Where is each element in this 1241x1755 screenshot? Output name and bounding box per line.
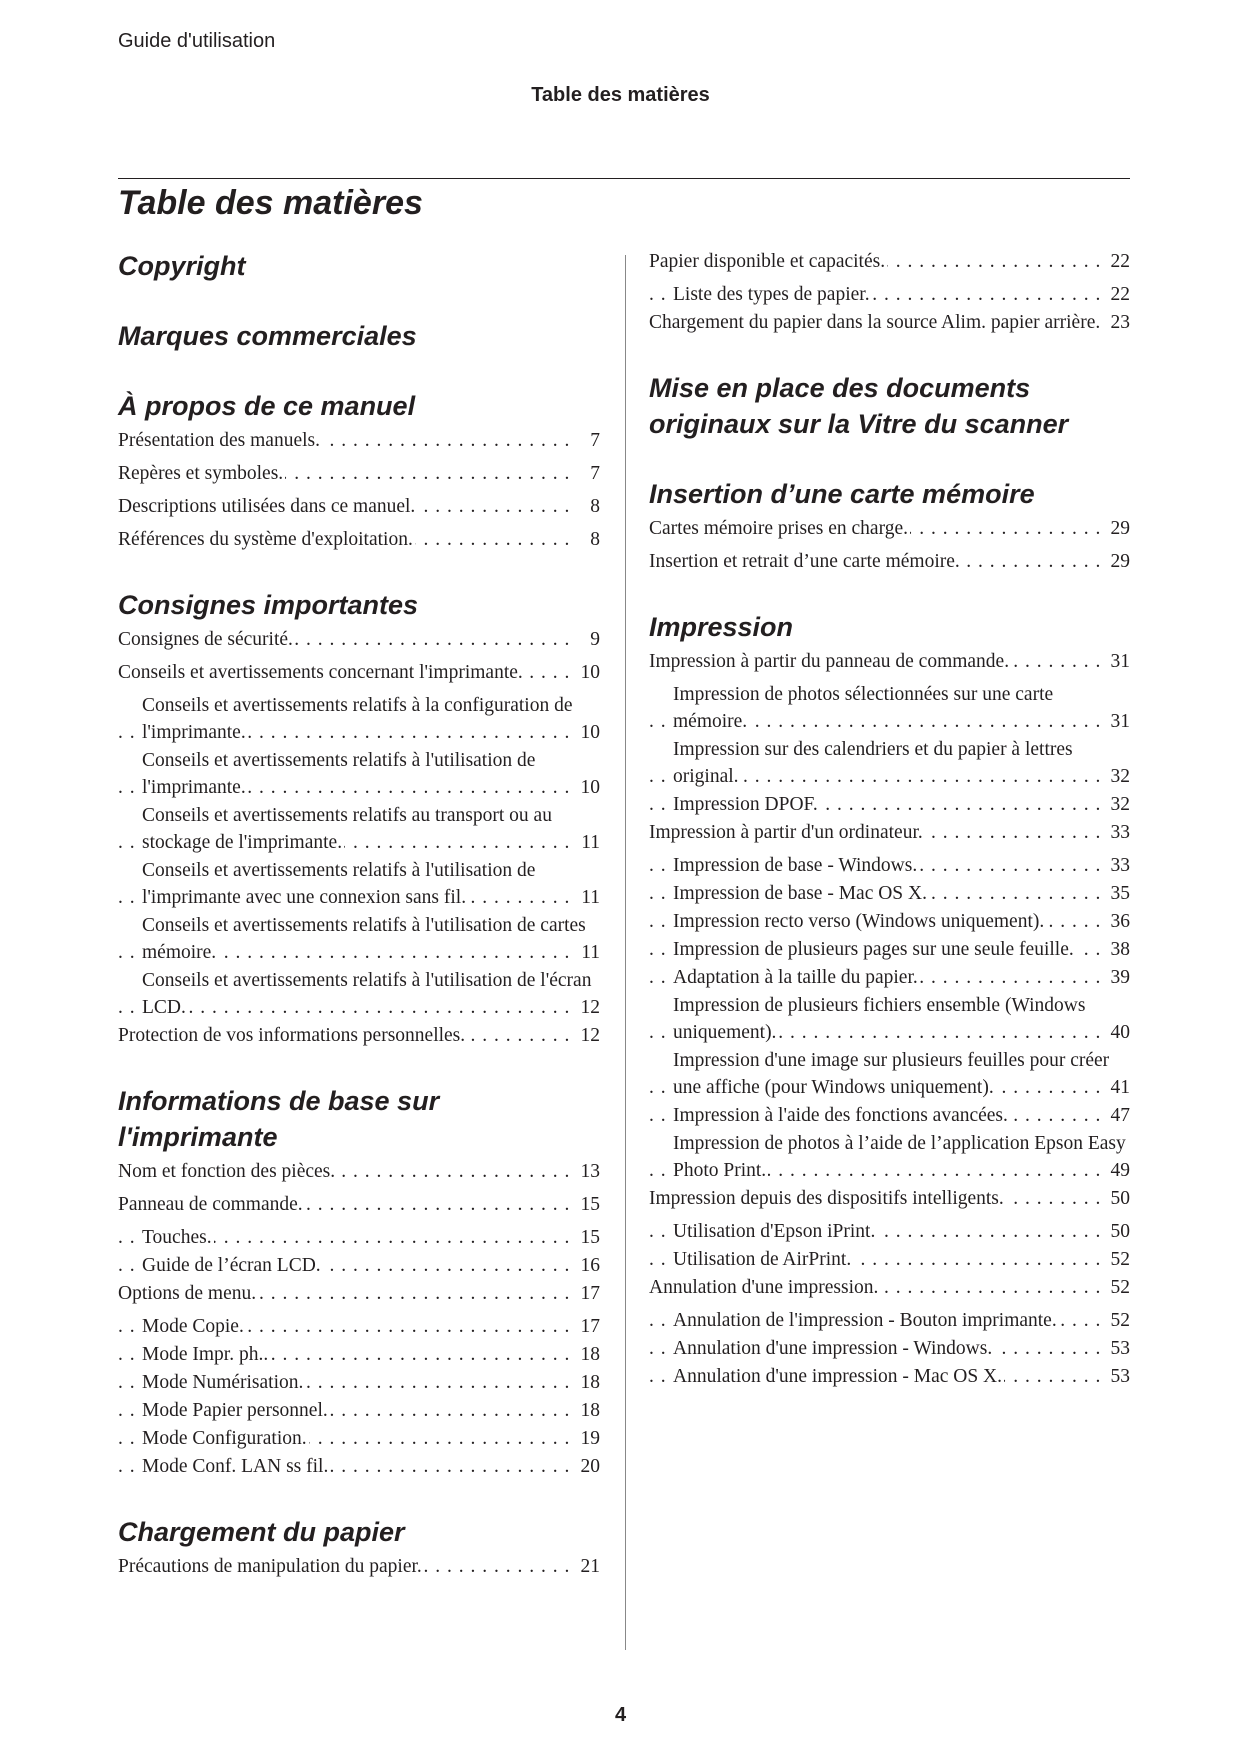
toc-entry-page: 23 (1102, 309, 1130, 336)
toc-section (118, 587, 600, 1049)
toc-entry-label: Conseils et avertissements relatifs à l'utilisation de l'imprimante. (142, 750, 536, 798)
toc-entry-page: 12 (572, 994, 600, 1021)
toc-entry-page: 22 (1102, 281, 1130, 308)
toc-entry-page: 17 (572, 1313, 600, 1340)
toc-entry-page: 7 (572, 460, 600, 487)
toc-entry-page: 15 (572, 1224, 600, 1251)
toc-entry[interactable] (118, 1453, 600, 1480)
toc-section-title[interactable]: À propos de ce manuel (118, 391, 416, 421)
toc-entry[interactable] (649, 736, 1130, 790)
toc-entry[interactable] (649, 681, 1130, 735)
toc-section-title[interactable]: Consignes importantes (118, 590, 419, 620)
toc-entry-label: Papier disponible et capacités. (649, 251, 886, 272)
toc-entry-label: Impression à partir d'un ordinateur. (649, 822, 923, 843)
toc-entry-label: Nom et fonction des pièces. (118, 1161, 336, 1182)
toc-entry[interactable] (649, 309, 1130, 336)
toc-left-column (118, 248, 600, 1614)
toc-entry[interactable] (118, 1158, 600, 1185)
toc-entry[interactable] (118, 1397, 600, 1424)
toc-section (649, 476, 1130, 575)
toc-entry[interactable] (649, 819, 1130, 846)
toc-entry-label: Descriptions utilisées dans ce manuel. (118, 496, 416, 517)
toc-entry[interactable] (118, 493, 600, 520)
toc-entry-label: Impression à partir du panneau de commande. (649, 651, 1010, 672)
toc-entry-page: 29 (1102, 548, 1130, 575)
toc-entry-label: Chargement du papier dans la source Alim. papier arrière. (649, 312, 1101, 333)
toc-entry-page: 11 (572, 884, 600, 911)
toc-entry[interactable] (649, 1185, 1130, 1212)
toc-entry-page: 7 (572, 427, 600, 454)
column-divider (625, 255, 626, 1650)
toc-entry[interactable] (649, 1363, 1130, 1390)
toc-entry-page: 21 (572, 1553, 600, 1580)
toc-entry[interactable] (649, 852, 1130, 879)
toc-entry-page: 53 (1102, 1363, 1130, 1390)
toc-entry-page: 13 (572, 1158, 600, 1185)
toc-entry-page: 10 (572, 659, 600, 686)
toc-section (118, 318, 600, 354)
toc-entry[interactable] (118, 1022, 600, 1049)
toc-section-title[interactable]: Marques commerciales (118, 321, 417, 351)
toc-entry-label: Impression d'une image sur plusieurs feuilles pour créer une affiche (pour Windows uniquement). (673, 1050, 1110, 1098)
toc-section-title[interactable]: Chargement du papier (118, 1517, 405, 1547)
toc-entry-label: Liste des types de papier. (673, 284, 870, 305)
toc-entry[interactable] (649, 908, 1130, 935)
toc-entry[interactable] (118, 460, 600, 487)
toc-entry[interactable] (649, 1246, 1130, 1273)
toc-entry-label: Annulation d'une impression. (649, 1277, 879, 1298)
toc-section (649, 248, 1130, 336)
toc-entry-page: 22 (1102, 248, 1130, 275)
toc-entry-page: 19 (572, 1425, 600, 1452)
toc-entry-label: Mode Papier personnel. (142, 1400, 328, 1421)
toc-entry[interactable] (118, 626, 600, 653)
running-header-section-name: Table des matières (531, 84, 710, 106)
toc-entry-page: 18 (572, 1369, 600, 1396)
toc-entry-page: 50 (1102, 1218, 1130, 1245)
toc-entry[interactable] (118, 659, 600, 686)
toc-entry-page: 31 (1102, 708, 1130, 735)
toc-entry-label: Impression de plusieurs fichiers ensemble (Windows uniquement). (673, 995, 1086, 1043)
title-rule (118, 178, 1130, 179)
toc-right-column (649, 248, 1130, 1424)
toc-entry-label: Guide de l’écran LCD. (142, 1255, 321, 1276)
toc-entry-label: Utilisation de AirPrint. (673, 1249, 852, 1270)
toc-entry-label: Cartes mémoire prises en charge. (649, 518, 909, 539)
toc-entry[interactable] (118, 692, 600, 746)
toc-entry-page: 32 (1102, 791, 1130, 818)
toc-entry[interactable] (118, 1425, 600, 1452)
toc-entry-page: 8 (572, 526, 600, 553)
toc-section (118, 248, 600, 284)
toc-entry[interactable] (649, 648, 1130, 675)
toc-entry[interactable] (649, 992, 1130, 1046)
toc-entry-label: Impression recto verso (Windows uniquement). (673, 911, 1045, 932)
toc-entry-label: Options de menu. (118, 1283, 257, 1304)
toc-entry-page: 18 (572, 1397, 600, 1424)
toc-entry-label: Conseils et avertissements relatifs à l'utilisation de cartes mémoire. (142, 915, 586, 963)
toc-entry[interactable] (118, 1252, 600, 1279)
toc-section-title[interactable]: Copyright (118, 251, 246, 281)
toc-entry[interactable] (649, 1130, 1130, 1184)
toc-section-title[interactable]: Impression (649, 612, 794, 642)
toc-entry[interactable] (649, 1307, 1130, 1334)
toc-section-title[interactable]: Insertion d’une carte mémoire (649, 479, 1035, 509)
toc-entry-page: 10 (572, 774, 600, 801)
toc-entry-label: Annulation d'une impression - Mac OS X. (673, 1366, 1003, 1387)
toc-entry-label: Impression depuis des dispositifs intelligents. (649, 1188, 1004, 1209)
toc-entry-label: Utilisation d'Epson iPrint. (673, 1221, 876, 1242)
toc-entry-page: 41 (1102, 1074, 1130, 1101)
toc-entry[interactable] (118, 1280, 600, 1307)
toc-entry-page: 49 (1102, 1157, 1130, 1184)
toc-entry-label: Impression de plusieurs pages sur une seule feuille. (673, 939, 1074, 960)
toc-entry-page: 53 (1102, 1335, 1130, 1362)
toc-entry[interactable] (118, 747, 600, 801)
toc-entry-page: 33 (1102, 819, 1130, 846)
toc-entry-page: 11 (572, 829, 600, 856)
page-number: 4 (614, 1704, 627, 1726)
toc-section (649, 609, 1130, 1390)
toc-entry[interactable] (118, 1313, 600, 1340)
toc-entry-page: 20 (572, 1453, 600, 1480)
toc-entry[interactable] (118, 1341, 600, 1368)
toc-entry-page: 39 (1102, 964, 1130, 991)
toc-entry[interactable] (118, 1553, 600, 1580)
toc-entry[interactable] (118, 526, 600, 553)
toc-section (118, 388, 600, 553)
toc-entry-label: Conseils et avertissements relatifs à l'utilisation de l'écran LCD. (142, 970, 592, 1018)
toc-entry[interactable] (649, 1218, 1130, 1245)
toc-entry[interactable] (649, 515, 1130, 542)
toc-entry-label: Impression de base - Windows. (673, 855, 918, 876)
toc-entry-label: Conseils et avertissements concernant l'imprimante. (118, 662, 523, 683)
toc-entry-page: 16 (572, 1252, 600, 1279)
toc-entry[interactable] (649, 880, 1130, 907)
toc-entry-page: 50 (1102, 1185, 1130, 1212)
toc-entry[interactable] (118, 427, 600, 454)
toc-entry[interactable] (118, 1224, 600, 1251)
toc-entry-page: 12 (572, 1022, 600, 1049)
toc-entry-page: 29 (1102, 515, 1130, 542)
toc-section (649, 370, 1130, 442)
toc-entry-label: Mode Copie. (142, 1316, 244, 1337)
toc-entry-page: 36 (1102, 908, 1130, 935)
toc-entry-label: Présentation des manuels. (118, 430, 320, 451)
toc-entry-page: 18 (572, 1341, 600, 1368)
toc-entry[interactable] (118, 1369, 600, 1396)
toc-entry-page: 52 (1102, 1274, 1130, 1301)
toc-entry-label: Adaptation à la taille du papier. (673, 967, 918, 988)
toc-section-title[interactable]: Informations de base sur l'imprimante (118, 1086, 440, 1152)
toc-entry-label: Mode Conf. LAN ss fil. (142, 1456, 329, 1477)
toc-entry-page: 8 (572, 493, 600, 520)
toc-entry[interactable] (118, 1191, 600, 1218)
toc-entry[interactable] (649, 1335, 1130, 1362)
toc-entry-label: Conseils et avertissements relatifs à la configuration de l'imprimante. (142, 695, 573, 743)
toc-entry[interactable] (649, 1047, 1130, 1101)
running-header-document-name: Guide d'utilisation (118, 30, 276, 52)
toc-entry-label: Panneau de commande. (118, 1194, 303, 1215)
toc-entry-label: Annulation de l'impression - Bouton imprimante. (673, 1310, 1057, 1331)
toc-entry-label: Conseils et avertissements relatifs au transport ou au stockage de l'imprimante. (142, 805, 552, 853)
toc-entry-label: Impression de photos à l’aide de l’application Epson Easy Photo Print. (673, 1133, 1126, 1181)
toc-section-title[interactable]: Mise en place des documents originaux sur la Vitre du scanner (649, 373, 1069, 439)
toc-entry[interactable] (649, 936, 1130, 963)
toc-entry-label: Impression sur des calendriers et du papier à lettres original. (673, 739, 1073, 787)
toc-entry-label: Protection de vos informations personnelles. (118, 1025, 466, 1046)
toc-entry[interactable] (649, 1274, 1130, 1301)
toc-entry-label: Insertion et retrait d’une carte mémoire. (649, 551, 960, 572)
toc-entry-page: 17 (572, 1280, 600, 1307)
toc-entry-label: Annulation d'une impression - Windows. (673, 1338, 993, 1359)
toc-entry-page: 38 (1102, 936, 1130, 963)
toc-entry-label: Impression de photos sélectionnées sur une carte mémoire. (673, 684, 1054, 732)
toc-entry[interactable] (649, 548, 1130, 575)
toc-entry-label: Impression DPOF. (673, 794, 818, 815)
page-title: Table des matières (118, 184, 423, 222)
toc-entry-page: 10 (572, 719, 600, 746)
toc-entry-label: Consignes de sécurité. (118, 629, 293, 650)
toc-entry[interactable] (118, 857, 600, 911)
toc-entry-page: 11 (572, 939, 600, 966)
toc-entry-label: Mode Configuration. (142, 1428, 307, 1449)
toc-entry-label: Impression à l'aide des fonctions avancées. (673, 1105, 1008, 1126)
toc-entry[interactable] (118, 802, 600, 856)
toc-entry-page: 31 (1102, 648, 1130, 675)
toc-entry[interactable] (649, 1102, 1130, 1129)
toc-entry[interactable] (649, 281, 1130, 308)
toc-entry-label: Touches. (142, 1227, 212, 1248)
toc-entry-page: 15 (572, 1191, 600, 1218)
toc-entry-page: 52 (1102, 1307, 1130, 1334)
toc-entry-label: Précautions de manipulation du papier. (118, 1556, 422, 1577)
toc-entry-label: Conseils et avertissements relatifs à l'utilisation de l'imprimante avec une connexion sans fil. (142, 860, 536, 908)
toc-entry[interactable] (118, 967, 600, 1021)
toc-entry-page: 52 (1102, 1246, 1130, 1273)
toc-entry[interactable] (649, 248, 1130, 275)
toc-entry-page: 35 (1102, 880, 1130, 907)
toc-section (118, 1083, 600, 1480)
toc-entry-page: 32 (1102, 763, 1130, 790)
toc-entry-page: 9 (572, 626, 600, 653)
toc-entry-label: Références du système d'exploitation. (118, 529, 413, 550)
toc-entry[interactable] (649, 964, 1130, 991)
toc-entry-page: 33 (1102, 852, 1130, 879)
toc-section (118, 1514, 600, 1580)
toc-entry-page: 47 (1102, 1102, 1130, 1129)
toc-entry-label: Impression de base - Mac OS X. (673, 883, 927, 904)
toc-entry-label: Mode Impr. ph.. (142, 1344, 269, 1365)
toc-entry-page: 40 (1102, 1019, 1130, 1046)
toc-entry[interactable] (118, 912, 600, 966)
toc-entry-label: Repères et symboles. (118, 463, 284, 484)
toc-entry-label: Mode Numérisation. (142, 1372, 304, 1393)
toc-entry[interactable] (649, 791, 1130, 818)
